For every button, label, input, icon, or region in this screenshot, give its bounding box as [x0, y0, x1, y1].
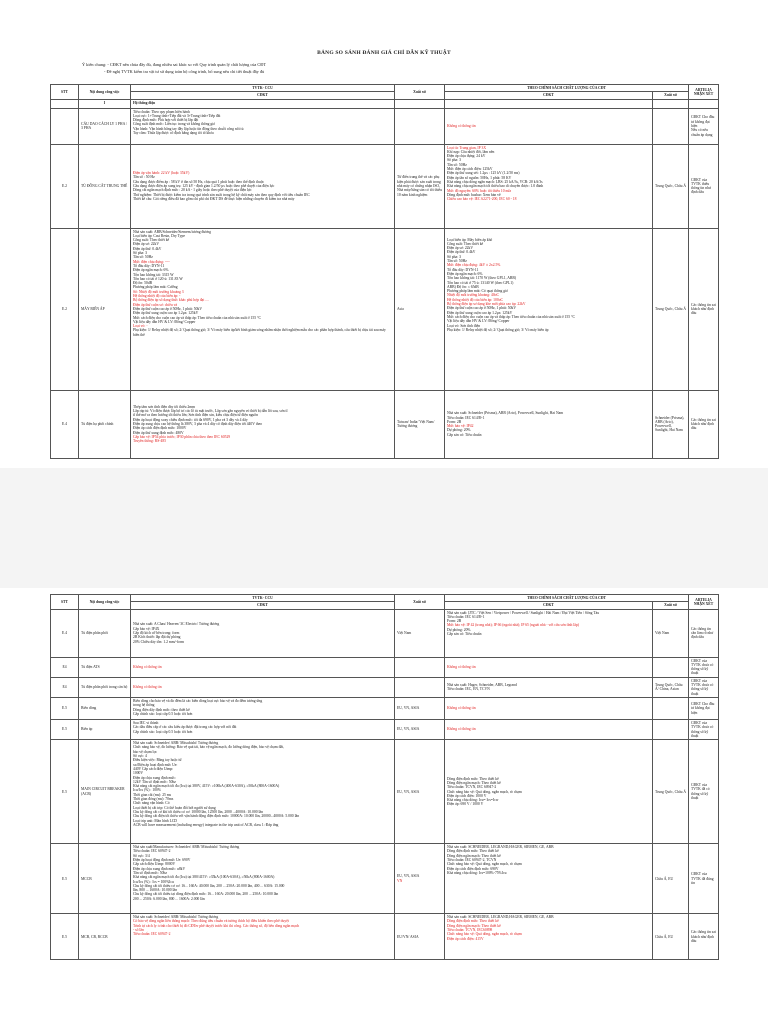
row-tvtk-spec: Không có thông tin	[131, 677, 395, 697]
header-cdt-origin: Xuất xứ	[653, 602, 689, 609]
comparison-table-page-2	[50, 594, 719, 960]
header-tvtk: TVTK- CCU	[131, 595, 395, 602]
row-item-name: Tủ điện phân phối	[79, 609, 131, 657]
row-cdt-spec: Không có thông tin	[445, 657, 653, 677]
table-row	[51, 108, 719, 144]
table-header-row	[51, 85, 719, 92]
header-review: ARTELIA NHẬN XÉT	[689, 595, 719, 610]
row-tvtk-spec: Không có thông tin	[131, 657, 395, 677]
row-item-name: MAIN CIRCUIT BREAKER (ACB)	[79, 740, 131, 844]
row-origin	[395, 657, 445, 677]
row-origin: Asia	[395, 228, 445, 390]
row-origin: EU, VN, ASIA	[395, 740, 445, 844]
table-row	[51, 914, 719, 960]
row-cdt-spec: Nhà sản xuất: Hager, Schneider, ABB, Legrand Tiêu chuẩn: IEC, EN, TCVN	[445, 677, 653, 697]
row-cdt-origin	[653, 697, 689, 719]
row-tvtk-spec: Nhà sản xuất/Manufacturer: Schneider/ ABB/ Mitsubishi/ Tương đương Tiêu chuẩn: IEC 60947-2 Số cực: 3/4 Điện áp hoạt động định mức Ue: 690V Cấp cách điện Uimp: 8000V Điện áp chịu xung định mức: u8kV Tần số định mức: 50hz Khả năng cắt ngắn mạch tối đa (Icu) tại 380/415V: ≥35kA (100A-630A), ≥50kA (800A-1600A) Icu/Ics (%) : Ics = 100%Icu Chu kỳ đóng cắt tối thiểu cơ cơ: 16... 160A: 40.000 lần, 200 ... 250A: 20.000 lần, 400 ... 630A: 15.000 lần, 800 ... 1600A: 10.000 lần Chu kỳ đóng cắt tối thiểu tại dòng điện định mức: 16... 160A: 20.000 lần, 200 ... 250A: 10.000 lần 200 ... 250A: 6.000 lần, 800 ... 1600A: 2.000 lần	[131, 844, 395, 914]
row-stt: E.4	[51, 390, 79, 458]
row-origin	[395, 677, 445, 697]
origin-highlight: VN	[397, 878, 403, 883]
header-origin: Xuất xứ	[395, 595, 445, 610]
row-tvtk-spec: Nhà sản xuất: Schneider/ ABB/ Mitsubishi/ Tương đương Có bảo vệ dòng ngắn liên thông mạch: Theo đúng tiêu chuẩn và tương thích bộ điều khiển theo phê duyệt Trình tự cách ly: trình cho thiết bị đó CĐTer phê duyệt trước khi thi công. Các thông số, độ bền dòng ngắn mạch - số lần Tiêu chuẩn: IEC 60947-2	[131, 914, 395, 960]
header-tvtk: TVTK- CCU	[131, 85, 395, 92]
row-origin: EU, VN, ASIA VN	[395, 844, 445, 914]
row-cdt-spec: Nhà sản xuất: Schneider (Prisma), ABB (Arto), Powerwell, Sunlight, Hai Nam Tiêu chuẩn: IEC 61439-1 Form: 2B Mức bảo vệ: IP42 Dự phòng: 20% Cấp sản có: Tiêu chuẩn	[445, 390, 653, 458]
row-cdt-origin: Việt Nam	[653, 609, 689, 657]
table-row	[51, 657, 719, 677]
general-note: Ý kiến chung: - CĐKT nên chủa đầy đủ, đang nhiều sai khác so với Quy trình quản lý chất lượng của CĐT	[82, 62, 267, 67]
header-stt: STT	[51, 85, 79, 100]
row-origin: Taiwan/ India/ Việt Nam/ Tương đương	[395, 390, 445, 458]
header-cdt-cdkt: CĐKT	[445, 92, 653, 99]
row-cdt-origin	[653, 108, 689, 144]
row-cdt-origin: Châu Á, EU	[653, 844, 689, 914]
header-cdt-origin: Xuất xứ	[653, 92, 689, 99]
row-stt: E4	[51, 657, 79, 677]
row-review: Các thông tin sai khách như định dấu	[689, 228, 719, 390]
table-row	[51, 144, 719, 228]
row-item-name: MCCB	[79, 844, 131, 914]
row-item-name: Biến áp	[79, 719, 131, 739]
row-stt: E.5	[51, 844, 79, 914]
header-review: ARTELIA NHẬN XÉT	[689, 85, 719, 100]
row-stt: E.5	[51, 697, 79, 719]
table-subheader-row	[51, 92, 719, 99]
header-content: Nội dung công việc	[79, 595, 131, 610]
row-cdt-spec: Nhà sản xuất: SCHNEIDER, LEGRAND,HAGER, SIEMEN, GE, ABB Dòng điện định mức: Theo thiết kế Dòng điện ngắn mạch: Theo thiết kế Tiêu chuẩn: TCVN, IEC60898 Chức năng bảo vệ: Quá dòng, ngắn mạch, rò chạm Điện áp cách điện: 415V	[445, 914, 653, 960]
header-spec-group: THEO CHÍNH SÁCH CHẤT LƯỢNG CỦA CĐT	[445, 595, 689, 602]
row-tvtk-spec: Nhà sản xuất: A Chau/ Heaven/ 3C Electric/ Tương đương Cấp bảo vệ: IP4X Cấp độ kích cỡ bền trong: form 2B Kích thước lắp đặt dự phòng 20% Chiều dày tôn: 1.2 mm/-form	[131, 609, 395, 657]
row-cdt-origin: Châu Á, EU	[653, 914, 689, 960]
table-row	[51, 844, 719, 914]
row-cdt-origin: Trung Quốc, Châu Á	[653, 740, 689, 844]
row-cdt-origin: Schneider (Prisma), ABB (Arto), Powerwell, Sunlight, Hai Nam	[653, 390, 689, 458]
header-origin: Xuất xứ	[395, 85, 445, 100]
header-stt: STT	[51, 595, 79, 610]
row-review: Các thông tin sai khách như định dấu	[689, 914, 719, 960]
row-cdt-spec: Không có thông tin	[445, 108, 653, 144]
header-cdkt: CĐKT	[131, 602, 395, 609]
row-cdt-origin: Trung Quốc, Châu Á	[653, 228, 689, 390]
row-cdt-origin: Trung Quốc, Châu Á	[653, 144, 689, 228]
row-tvtk-spec: Nhà sản xuất: Schneider/ ABB/ Mitsubishi/ Tương đương Chức năng bảo vệ, đo lường: Bảo vệ quá tải, bảo vệ ngắn mạch, đo lường dòng điện, bảo vệ chạm đất, bảo vệ chạm lọc Số cực: 4 Điều kiện việc: Bằng tay hoặc từ xa Điện áp hoạt định mức Ue: 440V Cấp cách điện Uimp: 1000V Điện áp chịu xung định mức: 12kV Tần số định mức: 50hz Khả năng cắt ngắn mạch tối đa (Icu) tại 380V, 415V: ≥100kA (400A-630A), ≥50kA (800A-1600A) Icu/Ics (%) : 100% Thời gian cắt (ms): 25 ms Thời gian đóng (ms): 70ms Chức năng vận hành: Có Loại thiết bị cắt trip: Có thể hoán đổi bởi người sử dụng Chu kỳ đóng cắt cơ khí tối thiểu có cơ: 10000 lần, 12500 lần, 2000 ...4000A: 10.000 lần Chu kỳ đóng cắt điện tối thiểu với vận hành động điện định mức: 10000A: 10.000 lần, 20000...4000A: 5.000 lần Loại trip unit: Màn hình LCD ACB will have measurement (including energy) integrate in the trip unit of ACB, class 1: Đáp ứng	[131, 740, 395, 844]
row-origin: Từ điển trung thế và các phụ kiện phải được sản xuất trong nhà máy có chứng nhận ISO, Nhà máy/hãng sản có tối thiểu 10 năm kinh nghiệm	[395, 144, 445, 228]
row-cdt-origin	[653, 657, 689, 677]
section-number: I	[79, 99, 131, 108]
table-subheader-row	[51, 602, 719, 609]
row-item-name: MÁY BIẾN ÁP	[79, 228, 131, 390]
row-review: CĐKT của TVTK chưa có thông số kỹ thuật	[689, 657, 719, 677]
document-title: BẢNG SO SÁNH ĐÁNH GIÁ CHỈ DẪN KỸ THUẬT	[317, 50, 451, 56]
row-origin: EU/VN/ ASIA	[395, 914, 445, 960]
row-origin: Việt Nam	[395, 609, 445, 657]
row-tvtk-spec: Điện áp vận hành: 22 kV (hoặc 35kV) Tần số : 50 Hz Cầu dạng được điểm áp : 58 kV ở tần số 50 Hz, chịu quá 1 phút hoặc theo thể định thuộc Cầu dạng được điện áp xung trụ: 125 kV - định gian 1.2/50 µs hoặc theo phê duyệt của điện lực Dòng cắt ngắn mạch định mức : 20 kA - 1 giây hoặc theo phê duyệt của điện lực Thử nghiệm: Thiết bị được kiểm tra trong quá trình sản xuất trong hệ kỹ chất máy sản theo quy định với tiêu chuẩn IEC Thiết kế cầu: Gói riêng điều đã bao gồm chi phí chi ĐKT DS để thực hiện những chuyển đi kiểm tra nhà máy	[131, 144, 395, 228]
row-cdt-spec: Không có thông tin	[445, 697, 653, 719]
row-item-name: CÁU DAO CÁCH LY 1 PHA / 3 PHA	[79, 108, 131, 144]
row-tvtk-spec: Tiêu chuẩn: Theo quy phạm hiện hành Loại cực: 1+Trung tính+Tiếp đất và 3+Trung tính+Tiếp đất Dòng định mức: Phù hợp với thiết bị lắp đặt Cổng suất định mức: Liên tục trong và không thông gió Vận hành: Vận hành bằng tay đầy lập hoặc tín đồng theo chuỗi công nối tủ Tay cầm: Thừa lập được cố định bằng dạng tối tổ khóa	[131, 108, 395, 144]
row-tvtk-spec: Biến dòng cho bảo vệ và đo đếm là các biến dòng loại cực bảo vệ và đo đếm tương ứng trong hệ thống Dòng điện dây định mức: theo thiết kế Cấp chính xác: loại cấp 0.5 hoặc tốt hơn	[131, 697, 395, 719]
general-notes	[82, 62, 266, 75]
general-note: - Đề nghị TVTK kiểm tra vật tư sử dụng toàn bộ công trình, bổ sung nếu chi tiết thuật đầy đủ	[104, 68, 265, 74]
document-page-2	[0, 588, 768, 1024]
table-row	[51, 390, 719, 458]
row-stt: E.5	[51, 719, 79, 739]
row-review: Các thông tin cần làm rõ như định dấu	[689, 609, 719, 657]
table-row	[51, 228, 719, 390]
row-item-name: Tủ điện ATS	[79, 657, 131, 677]
row-stt: E4	[51, 677, 79, 697]
row-review: CĐKT của TVTK thiếu thông tin như định dấu	[689, 144, 719, 228]
row-origin: EU, VN, ASIA	[395, 697, 445, 719]
row-cdt-spec: Loại tủ: Trung gian, IP 3X Khí nạp: Cầu nhiệt đới, lắm nền Điện áp chịu đựng: 24 kV Số pha: 3 Tần số: 50Hz Mức điện áp cách điện: 125kV Điện áp thử xung sét: 1.2µs : 125 kV (1.2/50 ms) Điện áp tần số nguồn: 50Hz, 1 phút: 58 KV Khả năng chịu dòng ngắn mạch: LBS: 25 kA/3s, VCB: 20 kA/3s Khả năng chịu ngắn mạch tối thiểu bao di chuyển được: 1.0 đánh Mức độ nguyên: 60% hoặc tối thiểu 10 nửa Dòng định mức busbar: Xem bản vẽ Chiều cao bảo vệ: IEC 62271-200, IEC 60 - 18	[445, 144, 653, 228]
row-cdt-origin: Trung Quốc, Châu Á/ China, Asian	[653, 677, 689, 697]
table-row	[51, 609, 719, 657]
table-row	[51, 719, 719, 739]
row-cdt-spec: Nhà sản xuất: SCHNEIDER, LEGRAND,HAGER, SIEMEN, GE, ABB Dòng điện định mức: Theo thiết kế Dòng điện ngắn mạch: Theo thiết kế Tiêu chuẩn: IEC 60947-2, TCVN Chức năng bảo vệ: Quá dòng, ngắn mạch, rò chạm Điện áp cách điện định mức: 690V Khả năng chịu dòng: Ics=100%-75%Icu	[445, 844, 653, 914]
row-review: CĐKT của TVTK chưa có thông số kỹ thuật	[689, 719, 719, 739]
row-stt: E.5	[51, 740, 79, 844]
row-stt: E.2	[51, 144, 79, 228]
row-stt: E.4	[51, 609, 79, 657]
comparison-table-page-1	[50, 84, 719, 459]
row-review: Các thông tin sai khách như định dấu	[689, 390, 719, 458]
row-stt	[51, 108, 79, 144]
row-tvtk-spec: Nhà sản xuất: ABB/Schneider/Siemens/tương đương Loại biến áp: Cast Resin, Dry Type Công suất: Theo thiết kế Điện áp sơ: 22kV Điện áp thứ: 0.4kV Số pha: 3 Tần số: 50Hz Mức điện chịu đựng: ---- Tổ đấu dây: DYN-11 Điện áp ngắn mạch: 6% Tổn hao không tải: 3315 W Tổn hao có tải ở 120 ủ: 131.83 W Độ ồn: 50dB Phương pháp làm mát: Cưỡng Số: Nhiệt độ môi trường khoảng 3 Hệ thống nhiệt độ của biến áp: - Bộ thông điện áp số dạng thức khác phù hợp đạt .... Điện áp thử cuộn sơ: chiều và Điện áp thử cuộn cao áp ở 50Hz, 1 phút: 50kV Điện áp thử xung cuộn cao áp 1.2µs: 125kV Mức cách điện cho cuộn cao áp và thấp áp: Theo tiêu chuẩn của nhà sản xuất ở 155 °C Vật liệu dây dẫn HV & LV: Đồng/ Copper Loại vỏ: - Phụ kiện: 1/ Relay nhiệt độ số; 2/ Quạt thông gió; 3/ Vỏ máy biến áp/kết bình giảm sóng nhằm nhận thời nghiệm mẫu cho các phần hợp thành, cấu thiết bị chịu tải sau máy biến thế	[131, 228, 395, 390]
row-review: CĐKT Cho đầu tư không đạt hiện	[689, 697, 719, 719]
row-review: CĐKT của TVTK chưa có thông số kỹ thuật	[689, 677, 719, 697]
row-item-name: MCB, CB, RCCB	[79, 914, 131, 960]
row-origin: EU, VN, ASIA	[395, 719, 445, 739]
row-item-name: Tủ điện phân phối trong căn hộ	[79, 677, 131, 697]
row-cdt-origin	[653, 719, 689, 739]
row-tvtk-spec: Thép tấm sơn tĩnh điện dày tối thiểu 2mm Lắp ráp tủ: Vỏ điện được lắp bố trí các lỗ tủ mặt trước, Lắp sơn gắn nguyên vỏ thiết bị dẫn lối sau, sơn tĩ tĩ thể mở ra theo hướng tối thiểu lớn; Sơn tĩnh điện xin, kiểu chịu điện từ điện nguồn Điện áp hoạt động xoay chiều định mức: tối đa 690V, 1 pha và 3 dây và 4 dây Điện áp xung chịu cao hệ thống là 380V, 3 pha và 4 dây cố định dây điện tới 440V theo Điện áp cách điện định mức: 1000V Điện áp thử xung định mức: 480V Cấp bảo vệ: IP54 phía trước; IP30 phần chia theo theo IEC 60529 Truyền thông: RS-485	[131, 390, 395, 458]
row-review: CĐKT của TVTK đã đúng tin	[689, 844, 719, 914]
header-cdt-cdkt: CĐKT	[445, 602, 653, 609]
table-header-row	[51, 595, 719, 602]
row-origin	[395, 108, 445, 144]
row-item-name: TỦ ĐỒNG CẮT TRUNG THẾ	[79, 144, 131, 228]
table-row	[51, 740, 719, 844]
header-spec-group: THEO CHÍNH SÁCH CHẤT LƯỢNG CỦA CĐT	[445, 85, 689, 92]
row-review: CĐKT Cho đầu tư không đạt hiện Nếu có nêu chuẩn áp dụng	[689, 108, 719, 144]
row-stt: E.2	[51, 228, 79, 390]
section-row	[51, 99, 719, 108]
section-title: Hệ thống điện	[131, 99, 395, 108]
row-tvtk-spec: Sau IEC vi thành Các dầu điều cấp ở các cầu kiểu áp được đặt trong các hợp với nối đất Cấp chính xác: loại cấp 0.5 hoặc tốt hơn	[131, 719, 395, 739]
row-cdt-spec: Dòng điện định mức: Theo thiết kế Dòng điện ngắn mạch: Theo thiết kế Tiêu chuẩn: TCVN, IEC 60947-2 Chức năng bảo vệ: Quá dòng, ngắn mạch, rò chạm Điện áp cách điện: 1000 V Khả năng chịu dòng: Icu= Ics=Icw Điện áp: 690 V / 1000 V	[445, 740, 653, 844]
row-item-name: Biến dòng	[79, 697, 131, 719]
page-gap	[0, 468, 768, 588]
header-cdkt: CĐKT	[131, 92, 395, 99]
table-row	[51, 697, 719, 719]
row-cdt-spec: Nhà sản xuất: ỊJTC / Việt Sen / Vietpower / Powerwell / Sunlight / Hải Nam / Đại Việt Tiến / Sông Tàu Tiêu chuẩn: IEC 61439-1 Form: 2B Mức bảo vệ: IP 42 (trong nhà); IP 66 (ngoài nhà); IP 65 (ngoài nhà - với cửa sơn tĩnh lắp) Dự phòng: 20% Cấp sản có: Tiêu chuẩn	[445, 609, 653, 657]
row-item-name: Tủ điện hạ phối chính	[79, 390, 131, 458]
row-cdt-spec: Không có thông tin	[445, 719, 653, 739]
table-row	[51, 677, 719, 697]
row-cdt-spec: Loại biến áp: Máy biến áp khô Công suất: Theo thiết kế Điện áp sơ: 22kV Điện áp thứ: 0.4kV Số pha: 3 Tần số: 50Hz Mức điện chịu đựng: 4kV ± 2x2.5% Tổ đấu dây: DYN-11 Điện áp ngắn mạch: 6% Tổn hao không tải: 1170 W (theo GPL1, ABB) Tổn hao có tải ở 75 ủ: 13140 W (theo GPL1) ABB) Độ ồn: ≤ 65dB Phương pháp làm mát: Có quạt thông gió Nhiệt độ môi trường khoảng: 40oC Hệ thống nhiệt độ của biến áp: 100oC Bộ thông điện áp sơ dạng khe mới phía cao áp: 22kV Điện áp thử cuộn cao áp ở 50Hz, 1 phút: 50kV Điện áp thử xung cuộn cao áp 1.2µs: 125kV Mức cách điện cho cuộn cao áp và thấp áp: Theo tiêu chuẩn của nhà sản xuất ở 155 °C Vật liệu dây dẫn HV & LV: Đồng/ Copper Loại vỏ: Sơn tĩnh điện Phụ kiện: 1/ Relay nhiệt độ số; 2/ Quạt thông gió; 3/ Vỏ máy biến áp	[445, 228, 653, 390]
document-page-1	[0, 0, 768, 468]
row-stt: E.5	[51, 914, 79, 960]
header-content: Nội dung công việc	[79, 85, 131, 100]
row-review: CĐKT của TVTK đã có thông số kỹ thuật	[689, 740, 719, 844]
